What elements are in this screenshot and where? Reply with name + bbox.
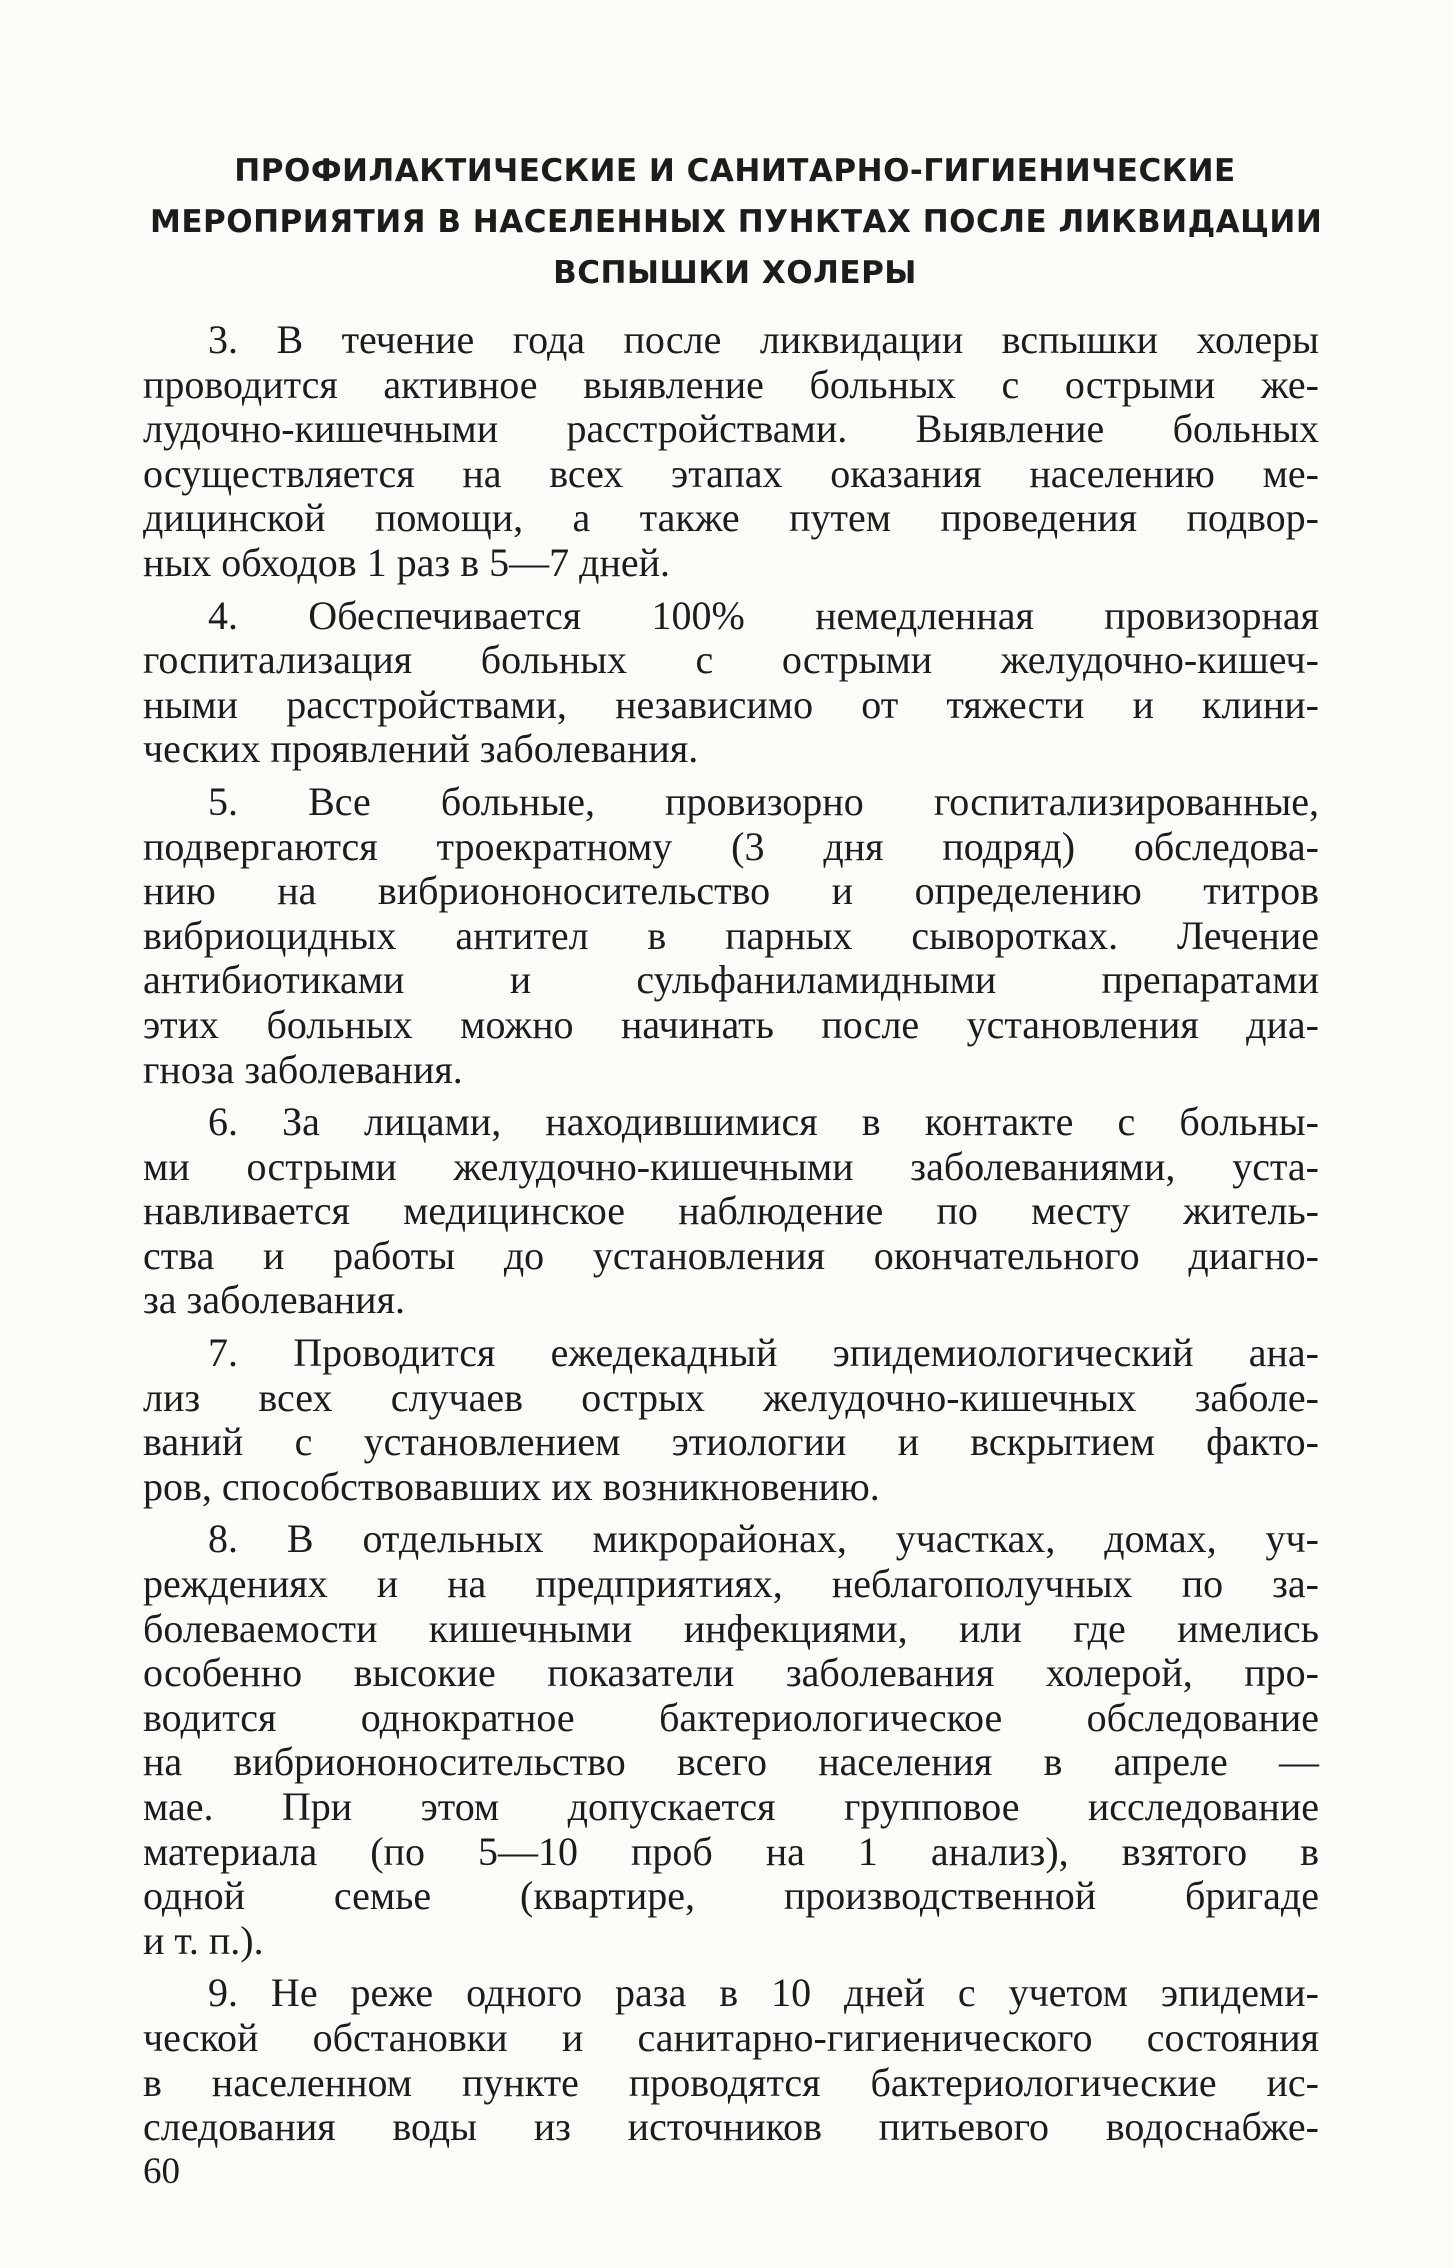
text-line: ваний с установлением этиологии и вскрытием факто- — [143, 1419, 1319, 1465]
text-line: реждениях и на предприятиях, неблагополучных по за- — [143, 1561, 1319, 1607]
text-line: гноза заболевания. — [143, 1046, 463, 1092]
section-heading — [150, 146, 1323, 299]
text-line: ными расстройствами, независимо от тяжести и клини- — [143, 681, 1319, 727]
text-line: одной семье (квартире, производственной бригаде — [143, 1873, 1319, 1919]
text-line: в населенном пункте проводятся бактериологические ис- — [143, 2059, 1319, 2105]
paragraph-4 — [143, 594, 1319, 772]
text-line: лудочно-кишечными расстройствами. Выявление больных — [143, 406, 1319, 452]
paragraph-5 — [143, 780, 1319, 1092]
paragraph-3 — [143, 318, 1319, 586]
text-line: материала (по 5—10 проб на 1 анализ), взятого в — [143, 1828, 1319, 1874]
text-line: этих больных можно начинать после установления диа- — [143, 1001, 1319, 1047]
text-line: следования воды из источников питьевого водоснабже- — [143, 2104, 1319, 2150]
text-line: ческой обстановки и санитарно-гигиенического состояния — [143, 2014, 1319, 2060]
heading-line: МЕРОПРИЯТИЯ В НАСЕЛЕННЫХ ПУНКТАХ ПОСЛЕ ЛИКВИДАЦИИ — [150, 204, 1323, 240]
text-line: ми острыми желудочно-кишечными заболеваниями, уста- — [143, 1143, 1319, 1189]
text-line: болеваемости кишечными инфекциями, или где имелись — [143, 1605, 1319, 1651]
text-line: водится однократное бактериологическое обследование — [143, 1694, 1319, 1740]
text-line: 3. В течение года после ликвидации вспышки холеры — [208, 317, 1319, 362]
text-line: за заболевания. — [143, 1277, 405, 1323]
heading-line: ПРОФИЛАКТИЧЕСКИЕ И САНИТАРНО-ГИГИЕНИЧЕСКИЕ — [234, 153, 1236, 189]
text-line: 6. За лицами, находившимися в контакте с больны- — [208, 1099, 1319, 1145]
text-line: ров, способствовавших их возникновению. — [143, 1463, 880, 1509]
text-line: мае. При этом допускается групповое исследование — [143, 1784, 1319, 1829]
text-line: вибриоцидных антител в парных сыворотках. Лечение — [143, 912, 1319, 958]
text-line: нию на вибриононосительство и определению титров — [143, 868, 1319, 914]
heading-line: ВСПЫШКИ ХОЛЕРЫ — [553, 255, 917, 291]
text-line: подвергаются троекратному (3 дня подряд) обследова- — [143, 823, 1319, 869]
text-line: 9. Не реже одного раза в 10 дней с учетом эпидеми- — [208, 1970, 1319, 2016]
text-line: антибиотиками и сульфаниламидными препаратами — [143, 957, 1319, 1003]
page-number: 60 — [143, 2151, 180, 2192]
paragraph-6 — [143, 1100, 1319, 1323]
text-line: 4. Обеспечивается 100% немедленная провизорная — [208, 592, 1319, 638]
text-line: 5. Все больные, провизорно госпитализированные, — [208, 778, 1319, 824]
text-line: госпитализация больных с острыми желудочно-кишеч- — [143, 637, 1319, 683]
paragraph-9 — [143, 1971, 1319, 2149]
body-text — [143, 318, 1319, 2158]
text-line: ных обходов 1 раз в 5—7 дней. — [143, 539, 671, 585]
text-line: ческих проявлений заболевания. — [143, 726, 699, 772]
text-line: 8. В отдельных микрорайонах, участках, домах, уч- — [208, 1516, 1319, 1562]
paragraph-7 — [143, 1331, 1319, 1509]
text-line: навливается медицинское наблюдение по месту житель- — [143, 1188, 1319, 1234]
text-line: и т. п.). — [143, 1917, 264, 1963]
paragraph-8 — [143, 1517, 1319, 1963]
text-line: 7. Проводится ежедекадный эпидемиологический ана- — [208, 1330, 1319, 1376]
text-line: ства и работы до установления окончательного диагно- — [143, 1232, 1319, 1278]
text-line: лиз всех случаев острых желудочно-кишечных заболе- — [143, 1374, 1319, 1420]
text-line: дицинской помощи, а также путем проведения подвор- — [143, 495, 1319, 541]
text-line: осуществляется на всех этапах оказания населению ме- — [143, 450, 1319, 496]
text-line: на вибриононосительство всего населения в апреле — — [143, 1739, 1319, 1785]
text-line: проводится активное выявление больных с острыми же- — [143, 361, 1319, 407]
text-line: особенно высокие показатели заболевания холерой, про- — [143, 1650, 1319, 1696]
